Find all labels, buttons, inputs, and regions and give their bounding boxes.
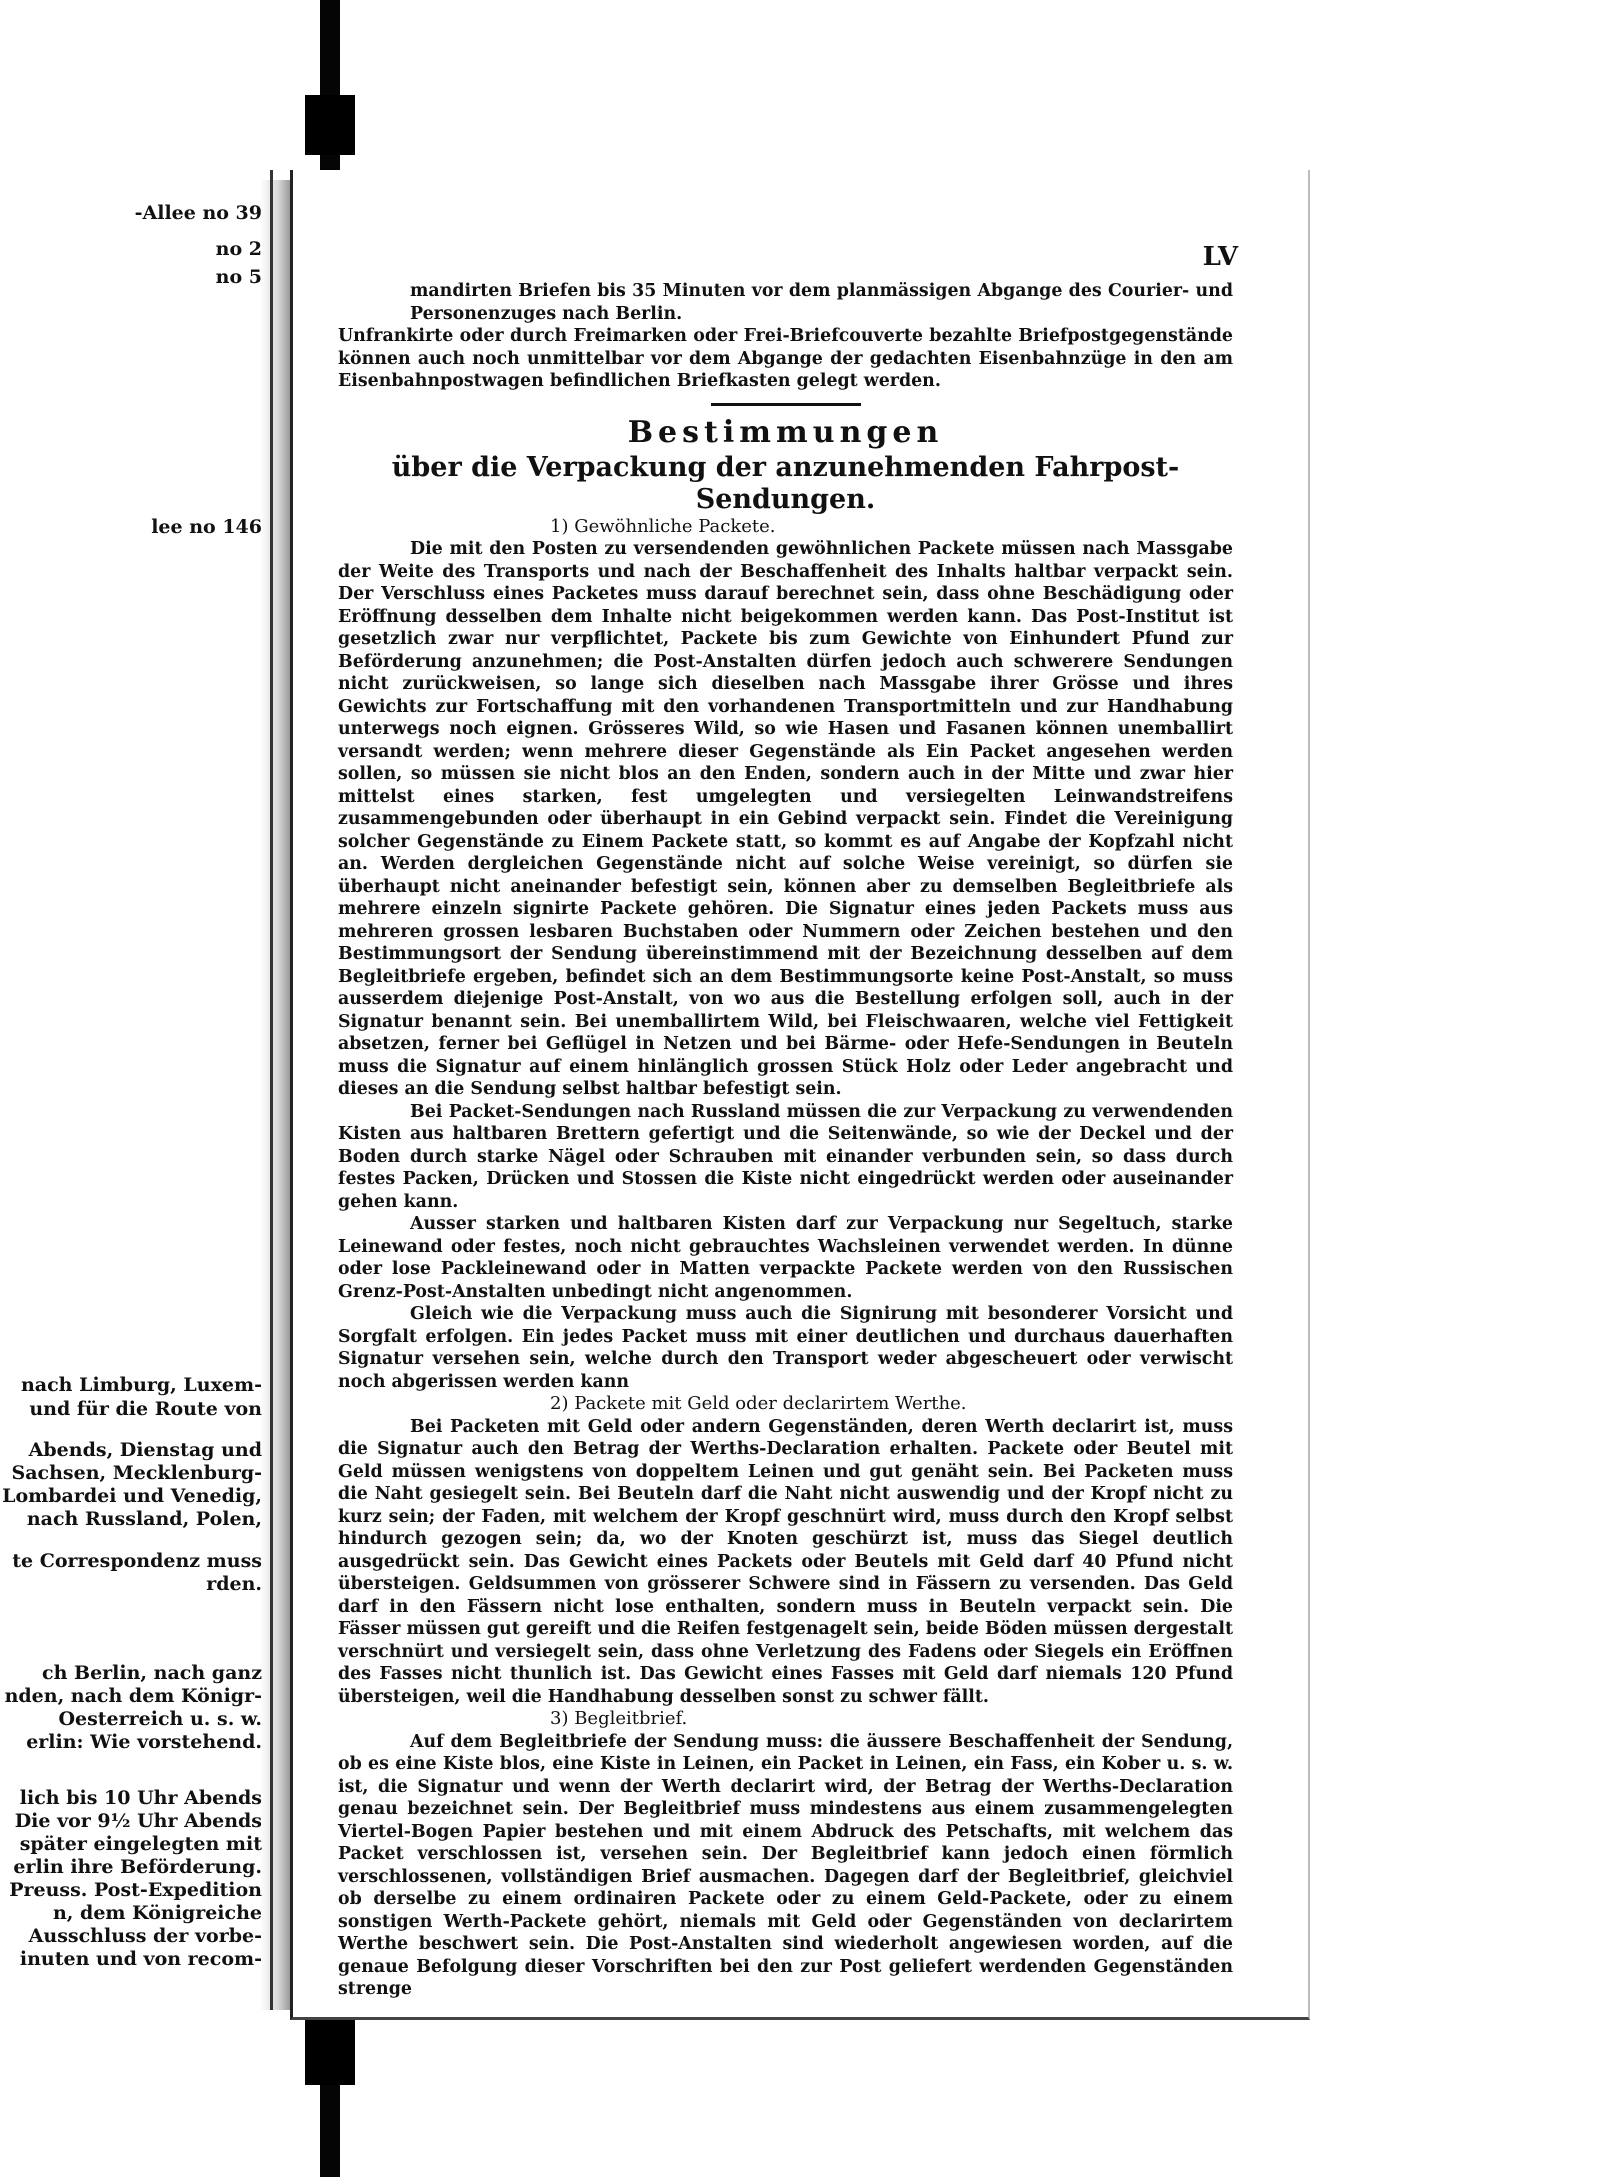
intro-paragraph: Unfrankirte oder durch Freimarken oder Frei-Briefcouverte bezahlte Briefpostgegenstände können auch noch unmittelbar vor dem Abgange der gedachten Eisenbahnzüge in den am Eisenbahnpostwagen befindlichen Briefkasten gelegt werden.	[338, 326, 1233, 391]
left-page-text-fragment: lee no 146	[151, 516, 262, 538]
left-page-text-fragment: nden, nach dem Königr-	[4, 1685, 262, 1707]
body-paragraph: Gleich wie die Verpackung muss auch die Signirung mit besonderer Vorsicht und Sorgfalt erfolgen. Ein jedes Packet muss mit einer deutlichen und durchaus dauerhaften Signatur versehen sein, welche durch den Transport weder abgescheuert oder verwischt noch abgerissen werden kann	[338, 1304, 1233, 1392]
left-page-text-fragment: nach Limburg, Luxem-	[20, 1374, 262, 1396]
left-page-text-fragment: rden.	[206, 1573, 262, 1595]
right-page	[290, 170, 1310, 2020]
section-title: Bestimmungen	[627, 414, 944, 450]
left-page-text-fragment: lich bis 10 Uhr Abends	[19, 1787, 262, 1809]
divider-rule	[711, 403, 861, 406]
body-paragraph: Bei Packet-Sendungen nach Russland müssen die zur Verpackung zu verwendenden Kisten aus haltbaren Brettern gefertigt und die Seitenwände, so wie der Deckel und der Boden durch starke Nägel oder Schrauben mit einander verbunden sein, so dass durch festes Packen, Drücken und Stossen die Kiste nicht eingedrückt werden oder auseinander gehen kann.	[338, 1101, 1233, 1212]
binding-tab-top	[305, 95, 355, 155]
left-page-text-fragment: no 5	[215, 266, 262, 288]
subsection-heading: 1) Gewöhnliche Packete.	[550, 515, 776, 537]
page-content	[338, 280, 1233, 2001]
left-page-text-fragment: te Correspondenz muss	[12, 1550, 262, 1572]
body-paragraph: Auf dem Begleitbriefe der Sendung muss: die äussere Beschaffenheit der Sendung, ob es eine Kiste blos, eine Kiste in Leinen, ein Packet in Leinen, ein Fass, ein Kober u. s. w. ist, die Signatur und wenn der Werth declarirt wird, der Betrag der Werths-Declaration genau bezeichnet sein. Der Begleitbrief muss mindestens aus einem zusammengelegten Viertel-Bogen Papier bestehen und mit einem Abdruck des Petschafts, mit welchem das Packet verschlossen ist, versehen sein. Der Begleitbrief kann jedoch einen förmlich verschlossenen, vollständigen Brief ausmachen. Dagegen darf der Begleitbrief, gleichviel ob derselbe zu einem ordinairen Packete oder zu einem Geld-Packete, oder zu einem sonstigen Werth-Packete gehört, niemals mit Geld oder Gegenständen von declarirtem Werthe beschwert sein. Die Post-Anstalten sind wiederholt angewiesen worden, auf die genaue Befolgung dieser Vorschriften bei den zur Post geliefert werdenden Gegenständen strenge	[338, 1731, 1233, 1999]
left-page-text-fragment: inuten und von recom-	[19, 1948, 262, 1970]
page-number: LV	[1202, 242, 1238, 272]
body-paragraph: Bei Packeten mit Geld oder andern Gegenständen, deren Werth declarirt ist, muss die Signatur auch den Betrag der Werths-Declaration erhalten. Packete oder Beutel mit Geld müssen wenigstens von doppeltem Leinen und gut genäht sein. Bei Packeten muss die Naht gesiegelt sein. Bei Beuteln darf die Naht nicht auswendig und der Kropf nicht zu kurz sein; der Faden, mit welchem der Kropf geschnürt wird, muss durch den Kropf selbst hindurch gezogen sein; da, wo der Knoten geschürzt ist, muss das Siegel deutlich ausgedrückt sein. Das Gewicht eines Packets oder Beutels mit Geld darf 40 Pfund nicht übersteigen. Geldsummen von grösserer Schwere sind in Fässern zu versenden. Das Geld darf in den Fässern nicht lose enthalten, sondern muss in Beuteln verpackt sein. Die Fässer müssen gut gereift und die Reifen festgenagelt sein, beide Böden müssen dergestalt verschnürt und versiegelt sein, dass ohne Verletzung des Fadens oder Siegels ein Eröffnen des Fasses nicht thunlich ist. Das Gewicht eines Fasses mit Geld darf niemals 120 Pfund übersteigen, weil die Handhabung desselben sonst zu schwer fällt.	[338, 1416, 1233, 1707]
left-page-text-fragment: Sachsen, Mecklenburg-	[11, 1462, 262, 1484]
left-page-text-fragment: n, dem Königreiche	[52, 1902, 262, 1924]
left-page-text-fragment: erlin ihre Beförderung.	[13, 1856, 262, 1878]
left-page-text-fragment: Abends, Dienstag und	[28, 1439, 262, 1461]
left-page-text-fragment: Preuss. Post-Expedition	[9, 1879, 262, 1901]
left-page-text-fragment: später eingelegten mit	[19, 1833, 262, 1855]
intro-paragraph: mandirten Briefen bis 35 Minuten vor dem planmässigen Abgange des Courier- und Personenzuges nach Berlin.	[410, 281, 1233, 324]
body-paragraph: Ausser starken und haltbaren Kisten darf zur Verpackung nur Segeltuch, starke Leinewand oder festes, noch nicht gebrauchtes Wachsleinen verwendet werden. In dünne oder lose Packleinewand oder in Matten verpackte Packete werden von den Russischen Grenz-Post-Anstalten unbedingt nicht angenommen.	[338, 1214, 1233, 1302]
subsection-heading: 3) Begleitbrief.	[550, 1708, 688, 1729]
section-subtitle: über die Verpackung der anzunehmenden Fahrpost-Sendungen.	[391, 451, 1180, 515]
left-page-text-fragment: -Allee no 39	[134, 202, 262, 224]
left-page	[0, 170, 273, 2010]
left-page-text-fragment: Lombardei und Venedig,	[2, 1485, 262, 1507]
left-page-text-fragment: no 2	[215, 238, 262, 260]
subsection-heading: 2) Packete mit Geld oder declarirtem Werthe.	[550, 1393, 967, 1414]
left-page-text-fragment: Oesterreich u. s. w.	[58, 1708, 262, 1730]
left-page-text-fragment: Ausschluss der vorbe-	[28, 1925, 262, 1947]
left-page-text-fragment: Die vor 9½ Uhr Abends	[14, 1810, 262, 1832]
left-page-text-fragment: und für die Route von	[29, 1398, 262, 1420]
left-page-text-fragment: nach Russland, Polen,	[26, 1508, 262, 1530]
left-page-text-fragment: erlin: Wie vorstehend.	[26, 1731, 262, 1753]
body-paragraph: Die mit den Posten zu versendenden gewöhnlichen Packete müssen nach Massgabe der Weite des Transports und nach der Beschaffenheit des Inhalts haltbar verpackt sein. Der Verschluss eines Packetes muss darauf berechnet sein, dass ohne Beschädigung oder Eröffnung desselben dem Inhalte nicht beigekommen werden kann. Das Post-Institut ist gesetzlich zwar nur verpflichtet, Packete bis zum Gewichte von Einhundert Pfund zur Beförderung anzunehmen; die Post-Anstalten dürfen jedoch auch schwerere Sendungen nicht zurückweisen, so lange sich dieselben nach Massgabe ihrer Grösse und ihres Gewichts zur Fortschaffung mit den vorhandenen Transportmitteln und zur Handhabung unterwegs noch eignen. Grösseres Wild, so wie Hasen und Fasanen können unemballirt versandt werden; wenn mehrere dieser Gegenstände als Ein Packet angesehen werden sollen, so müssen sie nicht blos an den Enden, sondern auch in der Mitte und zwar hier mittelst eines starken, fest umgelegten und versiegelten Leinwandstreifens zusammengebunden oder überhaupt in ein Gebind verpackt sein. Findet die Vereinigung solcher Gegenstände zu Einem Packete statt, so kommt es auf Angabe der Kopfzahl nicht an. Werden dergleichen Gegenstände nicht auf solche Weise vereinigt, so dürfen sie überhaupt nicht aneinander befestigt sein, können aber zu demselben Begleitbriefe als mehrere einzeln signirte Packete gehören. Die Signatur eines jeden Packets muss aus mehreren grossen lesbaren Buchstaben oder Nummern oder Zeichen bestehen und den Bestimmungsort der Sendung übereinstimmend mit der Bezeichnung desselben auf dem Begleitbriefe ergeben, befindet sich an dem Bestimmungsorte keine Post-Anstalt, so muss ausserdem diejenige Post-Anstalt, von wo aus die Bestellung erfolgen soll, auch in der Signatur benannt sein. Bei unemballirtem Wild, bei Fleischwaaren, welche viel Fettigkeit absetzen, ferner bei Geflügel in Netzen und bei Bärme- oder Hefe-Sendungen in Beuteln muss die Signatur auf einem hinlänglich grossen Stück Holz oder Leder angebracht und dieses an die Sendung selbst haltbar befestigt sein.	[338, 539, 1233, 1099]
left-page-text-fragment: ch Berlin, nach ganz	[42, 1662, 262, 1684]
